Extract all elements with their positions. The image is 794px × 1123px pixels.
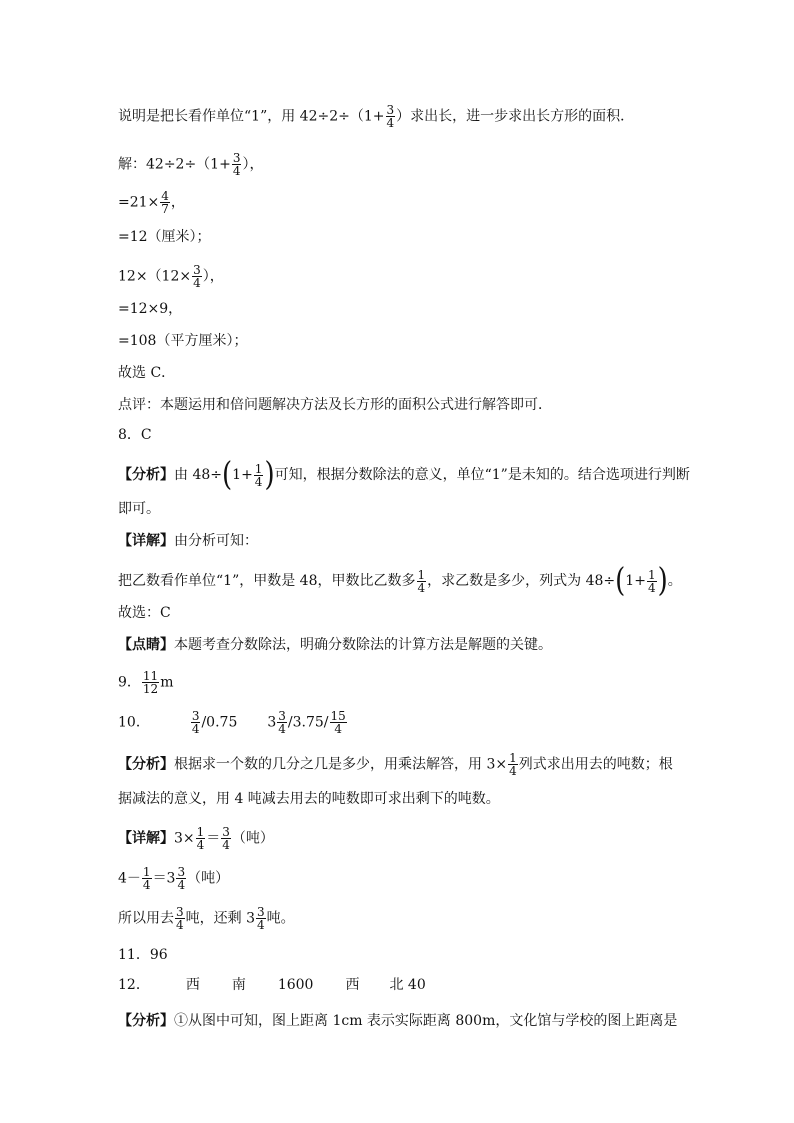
answer-line: 故选 C． — [118, 365, 176, 381]
fraction: $\frac{3}{4}$ — [193, 263, 201, 290]
fraction: $\frac{3}{4}$ — [176, 905, 184, 932]
fraction: $\frac{3}{4}$ — [257, 905, 265, 932]
question-10: 10． $\frac{3}{4}$ /0.75 3 $\frac{3}{4}$ /3.75/ $\frac{15}{4}$ — [118, 709, 346, 736]
fraction: $\frac{1}{4}$ — [417, 567, 426, 595]
detail-line: 所以用去 $\frac{3}{4}$ 吨，还剩 3 $\frac{3}{4}$ 吨。 — [118, 905, 295, 932]
analysis-line: 【分析】根据求一个数的几分之几是多少，用乘法解答，用 3× $\frac{1}{4}$ 列式求出用去的吨数；根 — [118, 751, 673, 778]
question-11: 11．96 — [118, 947, 168, 963]
fraction: $\frac{11}{12}$ — [142, 669, 159, 696]
fraction: $\frac{3}{4}$ — [177, 865, 186, 892]
solution-line: 解：42÷2÷（1+ $\frac{3}{4}$ ）， — [118, 151, 264, 178]
highlight-line: 【点睛】本题考查分数除法，明确分数除法的计算方法是解题的关键。 — [118, 637, 552, 653]
solution-line: =12（厘米）； — [118, 229, 211, 245]
explanation-line: 说明是把长看作单位“1”，用 42÷2÷（1+ $\frac{3}{4}$ ）求出长，进一步求出长方形的面积． — [118, 103, 635, 130]
fraction: $\frac{1}{4}$ — [647, 567, 656, 595]
fraction: $\frac{1}{4}$ — [509, 751, 517, 778]
solution-line: =12×9， — [118, 301, 183, 317]
solution-line: 12×（12× $\frac{3}{4}$ ）， — [118, 263, 224, 290]
detail-line: 【详解】由分析可知： — [118, 533, 258, 549]
question-number: 8．C — [118, 427, 152, 443]
question-12: 12． 西 南 1600 西 北 40 — [118, 977, 426, 993]
fraction: $\frac{4}{7}$ — [161, 189, 169, 216]
solution-line: =21× $\frac{4}{7}$ ， — [118, 189, 185, 216]
answer-line: 故选：C — [118, 605, 171, 621]
analysis-line: 即可。 — [118, 501, 160, 517]
detail-line: 【详解】3× $\frac{1}{4}$ ＝ $\frac{3}{4}$ （吨） — [118, 825, 274, 852]
question-9: 9． $\frac{11}{12}$ m — [118, 669, 174, 696]
fraction: $\frac{1}{4}$ — [142, 865, 151, 892]
fraction: $\frac{3}{4}$ — [232, 151, 241, 178]
comment-line: 点评：本题运用和倍问题解决方法及长方形的面积公式进行解答即可． — [118, 397, 552, 413]
solution-line: =108（平方厘米）； — [118, 333, 248, 349]
fraction: $\frac{3}{4}$ — [386, 103, 395, 130]
analysis-line: 据减法的意义，用 4 吨减去用去的吨数即可求出剩下的吨数。 — [118, 791, 500, 807]
fraction: $\frac{15}{4}$ — [330, 709, 346, 736]
detail-line: 把乙数看作单位“1”，甲数是 48，甲数比乙数多 $\frac{1}{4}$ ，求乙数是多少，列式为 48÷(1+ $\frac{1}{4}$ )。 — [118, 562, 682, 600]
fraction: $\frac{3}{4}$ — [191, 709, 200, 736]
fraction: $\frac{3}{4}$ — [278, 709, 286, 736]
analysis-line: 【分析】①从图中可知，图上距离 1cm 表示实际距离 800m，文化馆与学校的图上距离是 — [118, 1013, 678, 1029]
fraction: $\frac{3}{4}$ — [222, 825, 230, 852]
fraction: $\frac{1}{4}$ — [196, 825, 205, 852]
detail-line: 4－ $\frac{1}{4}$ ＝3 $\frac{3}{4}$ （吨） — [118, 865, 230, 892]
fraction: $\frac{1}{4}$ — [254, 461, 263, 489]
analysis-line: 【分析】由 48÷(1+ $\frac{1}{4}$ )可知，根据分数除法的意义，单位“1”是未知的。结合选项进行判断 — [118, 456, 690, 494]
